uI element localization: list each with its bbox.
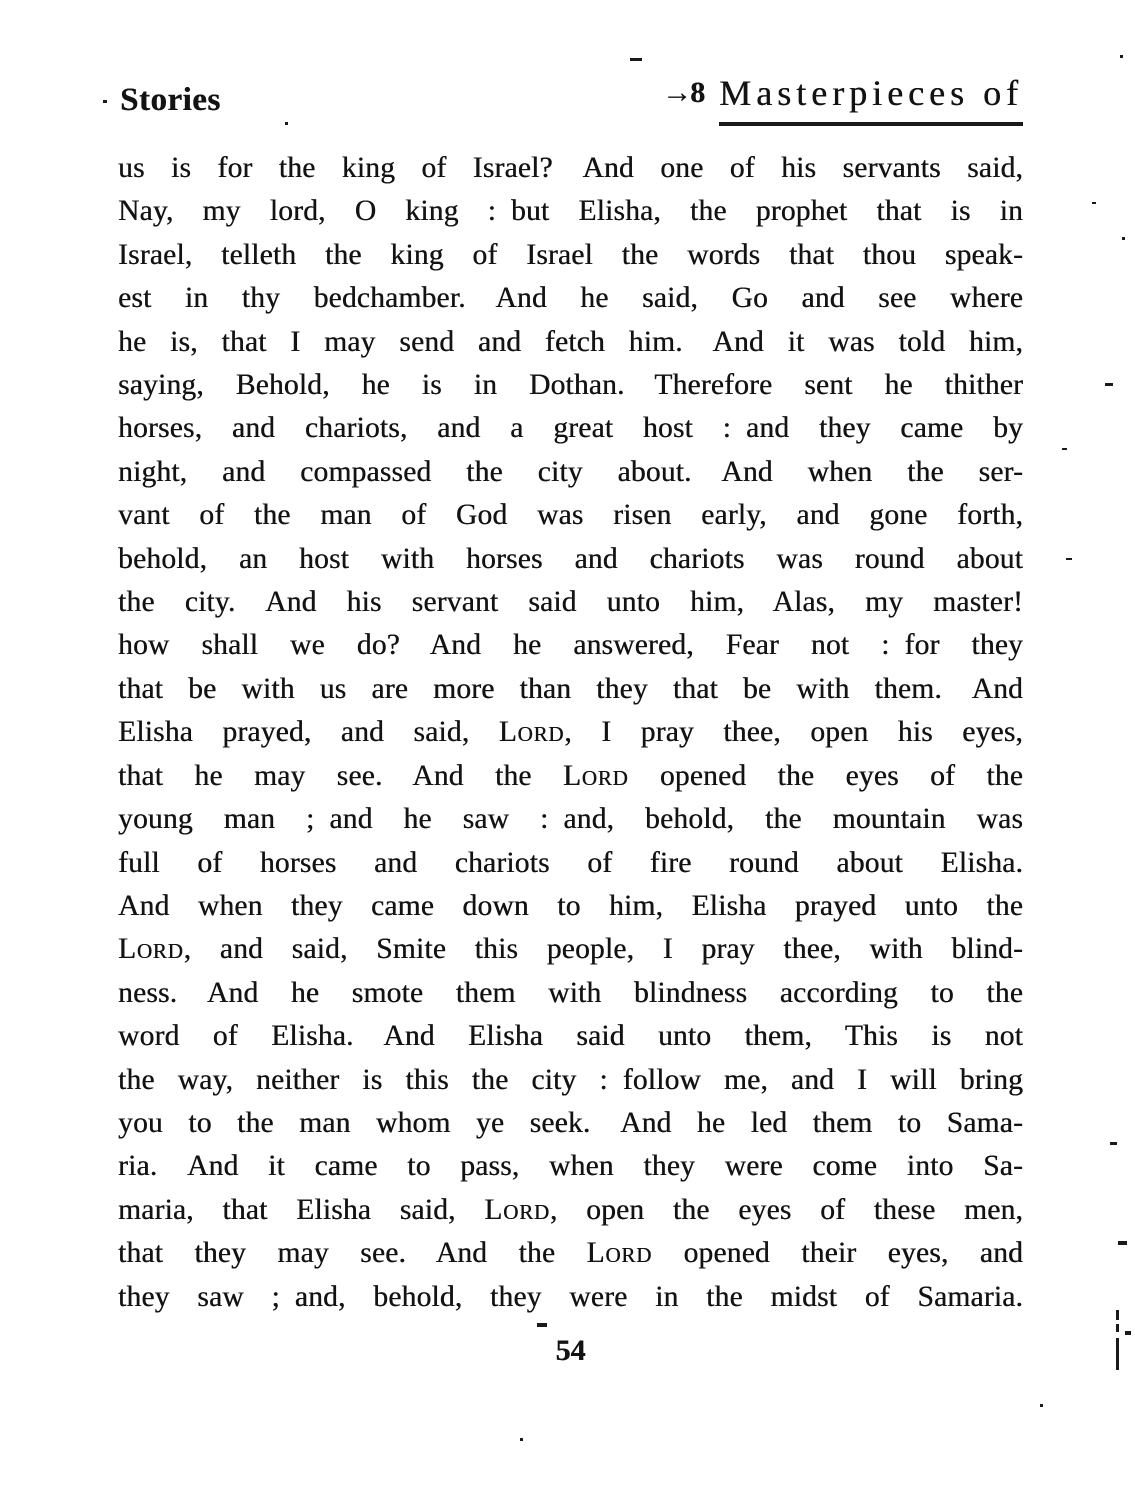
text-line bbox=[118, 668, 1023, 711]
text-segment: ness. And he smote them with blindness according to the bbox=[118, 976, 1023, 1009]
scan-artifact bbox=[1066, 558, 1072, 560]
scan-artifact bbox=[1062, 448, 1067, 450]
text-line bbox=[118, 364, 1023, 407]
text-segment: Israel, telleth the king of Israel the words that thou speak- bbox=[118, 238, 1023, 271]
small-caps-word: Lord bbox=[484, 1193, 550, 1226]
text-line bbox=[118, 711, 1023, 754]
text-line bbox=[118, 1189, 1023, 1232]
scan-artifact bbox=[630, 58, 642, 61]
text-segment: , I pray thee, open his eyes, bbox=[564, 716, 1023, 749]
text-segment: that he may see. And the bbox=[118, 759, 563, 792]
text-segment: how shall we do? And he answered, Fear not : for they bbox=[118, 629, 1023, 662]
page-number: 54 bbox=[555, 1334, 586, 1367]
small-caps-word: Lord bbox=[498, 716, 565, 749]
scan-artifact bbox=[537, 1323, 547, 1327]
running-head-title: Masterpieces of bbox=[719, 72, 1023, 126]
running-head-title-group bbox=[662, 72, 1023, 126]
text-line bbox=[118, 494, 1023, 537]
text-line bbox=[118, 1276, 1023, 1319]
text-line bbox=[118, 624, 1023, 667]
text-segment: Nay, my lord, O king : but Elisha, the prophet that is in bbox=[118, 195, 1023, 228]
text-line bbox=[118, 407, 1023, 450]
text-segment: opened the eyes of the bbox=[628, 759, 1023, 792]
text-line bbox=[118, 321, 1023, 364]
text-segment: that they may see. And the bbox=[118, 1237, 587, 1270]
text-segment: behold, an host with horses and chariots was round about bbox=[118, 542, 1023, 575]
text-segment: vant of the man of God was risen early, and gone forth, bbox=[118, 499, 1023, 532]
text-segment: night, and compassed the city about. And when the ser- bbox=[118, 455, 1023, 488]
scan-artifact bbox=[103, 100, 107, 103]
text-segment: saying, Behold, he is in Dothan. Therefore sent he thither bbox=[118, 369, 1023, 402]
text-line bbox=[118, 147, 1023, 190]
text-segment: , and said, Smite this people, I pray thee, with blind- bbox=[183, 933, 1023, 966]
body-text bbox=[118, 147, 1023, 1319]
text-segment: est in thy bedchamber. And he said, Go and see where bbox=[118, 282, 1023, 315]
text-line bbox=[118, 755, 1023, 798]
scan-artifact bbox=[1122, 237, 1125, 240]
text-line bbox=[118, 972, 1023, 1015]
scan-artifact bbox=[285, 122, 288, 125]
scan-artifact bbox=[1110, 1142, 1117, 1145]
text-line bbox=[118, 277, 1023, 320]
text-line bbox=[118, 1145, 1023, 1188]
text-line bbox=[118, 885, 1023, 928]
text-line bbox=[118, 234, 1023, 277]
text-segment: young man ; and he saw : and, behold, the mountain was bbox=[118, 803, 1023, 836]
text-segment: opened their eyes, and bbox=[652, 1237, 1024, 1270]
text-segment: ria. And it came to pass, when they were come into Sa- bbox=[118, 1150, 1023, 1183]
scan-artifact bbox=[1116, 1310, 1119, 1320]
text-segment: And when they came down to him, Elisha prayed unto the bbox=[118, 889, 1023, 922]
scan-artifact bbox=[1105, 383, 1113, 386]
text-segment: horses, and chariots, and a great host : and they came by bbox=[118, 412, 1023, 445]
scan-artifact bbox=[520, 1438, 523, 1441]
scan-artifact bbox=[1118, 1241, 1127, 1245]
scan-artifact bbox=[1125, 1331, 1131, 1335]
text-segment: they saw ; and, behold, they were in the midst of Samaria. bbox=[118, 1280, 1023, 1313]
text-segment: that be with us are more than they that be with them. And bbox=[118, 672, 1023, 705]
text-segment: word of Elisha. And Elisha said unto them, This is not bbox=[118, 1020, 1023, 1053]
text-segment: us is for the king of Israel? And one of his servants said, bbox=[118, 152, 1023, 184]
text-line bbox=[118, 1232, 1023, 1275]
text-line bbox=[118, 798, 1023, 841]
text-line bbox=[118, 928, 1023, 971]
scan-artifact bbox=[1116, 1324, 1119, 1332]
text-segment: maria, that Elisha said, bbox=[118, 1193, 485, 1226]
fleuron-arrow-ornament: →8 bbox=[662, 76, 704, 109]
text-line bbox=[118, 1059, 1023, 1102]
scan-artifact bbox=[1040, 1404, 1043, 1407]
text-segment: you to the man whom ye seek. And he led them to Sama- bbox=[118, 1106, 1023, 1139]
scan-artifact bbox=[1092, 202, 1096, 204]
text-segment: the city. And his servant said unto him, Alas, my master! bbox=[118, 586, 1023, 619]
scan-artifact bbox=[1116, 1338, 1119, 1370]
text-segment: the way, neither is this the city : follow me, and I will bring bbox=[118, 1063, 1023, 1096]
text-line bbox=[118, 538, 1023, 581]
running-head-section: Stories bbox=[120, 82, 221, 118]
text-line bbox=[118, 1102, 1023, 1145]
text-line bbox=[118, 581, 1023, 624]
text-segment: , open the eyes of these men, bbox=[549, 1193, 1023, 1226]
small-caps-word: Lord bbox=[562, 759, 629, 792]
text-segment: Elisha prayed, and said, bbox=[118, 716, 499, 749]
text-line bbox=[118, 1015, 1023, 1058]
text-line bbox=[118, 190, 1023, 233]
scan-artifact bbox=[1120, 55, 1123, 58]
small-caps-word: Lord bbox=[586, 1237, 653, 1270]
text-segment: he is, that I may send and fetch him. And it was told him, bbox=[118, 325, 1023, 358]
text-segment: full of horses and chariots of fire round about Elisha. bbox=[118, 846, 1023, 879]
text-line bbox=[118, 451, 1023, 494]
small-caps-word: Lord bbox=[118, 933, 184, 966]
text-line bbox=[118, 842, 1023, 885]
